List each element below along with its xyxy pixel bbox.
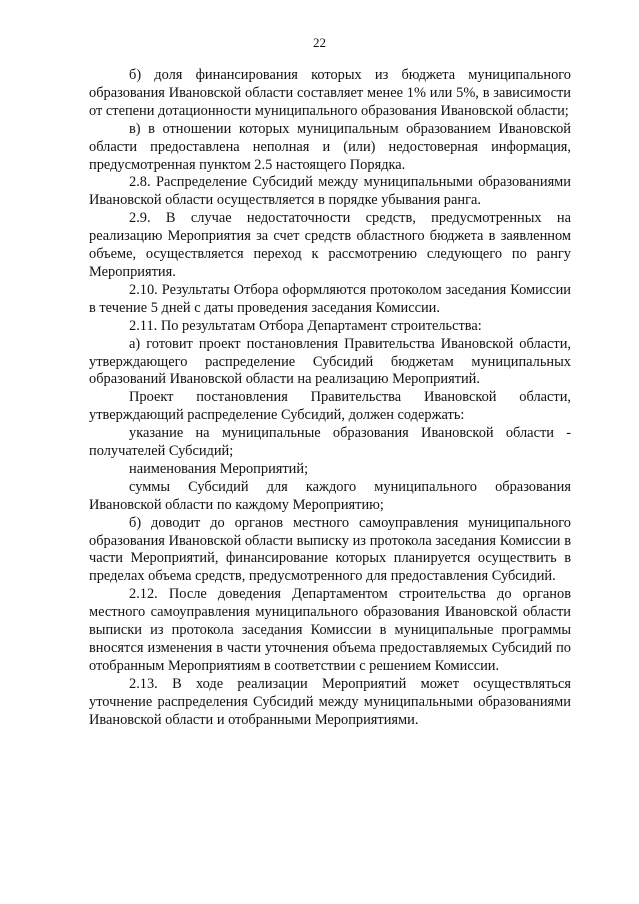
paragraph-2-10: 2.10. Результаты Отбора оформляются протоколом заседания Комиссии в течение 5 дней с даты проведения заседания Комиссии. [89, 281, 571, 316]
paragraph-recipients: указание на муниципальные образования Ивановской области - получателей Субсидий; [89, 425, 571, 460]
paragraph-item-v-incomplete-info: в) в отношении которых муниципальным образованием Ивановской области предоставлена неполная и (или) недостоверная информация, предусмотренная пунктом 2.5 настоящего Порядка. [89, 120, 571, 173]
paragraph-2-9: 2.9. В случае недостаточности средств, предусмотренных на реализацию Мероприятия за счет средств областного бюджета в заявленном объеме, осуществляется переход к рассмотрению следующего по рангу Мероприятия. [89, 210, 571, 280]
paragraph-draft-content: Проект постановления Правительства Ивановской области, утверждающий распределение Субсидий, должен содержать: [89, 389, 571, 424]
page-number: 22 [313, 35, 326, 50]
paragraph-2-11: 2.11. По результатам Отбора Департамент строительства: [129, 317, 482, 334]
paragraph-item-b-share: б) доля финансирования которых из бюджета муниципального образования Ивановской области составляет менее 1% или 5%, в зависимости от степени дотационности муниципального образования Ивановской области; [89, 67, 571, 119]
paragraph-2-11-b: б) доводит до органов местного самоуправления муниципального образования Ивановской области выписку из протокола заседания Комиссии в части Мероприятий, финансирование которых планируется осуществить в пределах объема средств, предусмотренного для предоставления Субсидий. [89, 514, 571, 585]
paragraph-event-names: наименования Мероприятий; [129, 460, 309, 477]
paragraph-2-11-a: а) готовит проект постановления Правительства Ивановской области, утверждающего распределение Субсидий бюджетам муниципальных образований Ивановской области на реализацию Мероприятий. [89, 335, 571, 388]
paragraph-2-13: 2.13. В ходе реализации Мероприятий может осуществляться уточнение распределения Субсидий между муниципальными образованиями Ивановской области и отобранными Мероприятиями. [89, 675, 571, 728]
paragraph-2-8: 2.8. Распределение Субсидий между муниципальными образованиями Ивановской области осуществляется в порядке убывания ранга. [89, 174, 571, 209]
document-body [89, 67, 571, 730]
paragraph-2-12: 2.12. После доведения Департаментом строительства до органов местного самоуправления муниципального образования Ивановской области выписки из протокола заседания Комиссии в муниципальные программы вносятся изменения в части уточнения объема предоставляемых Субсидий по отобранным Мероприятиям в соответствии с решением Комиссии. [89, 586, 571, 674]
paragraph-subsidy-amounts: суммы Субсидий для каждого муниципального образования Ивановской области по каждому Мероприятию; [89, 478, 571, 513]
